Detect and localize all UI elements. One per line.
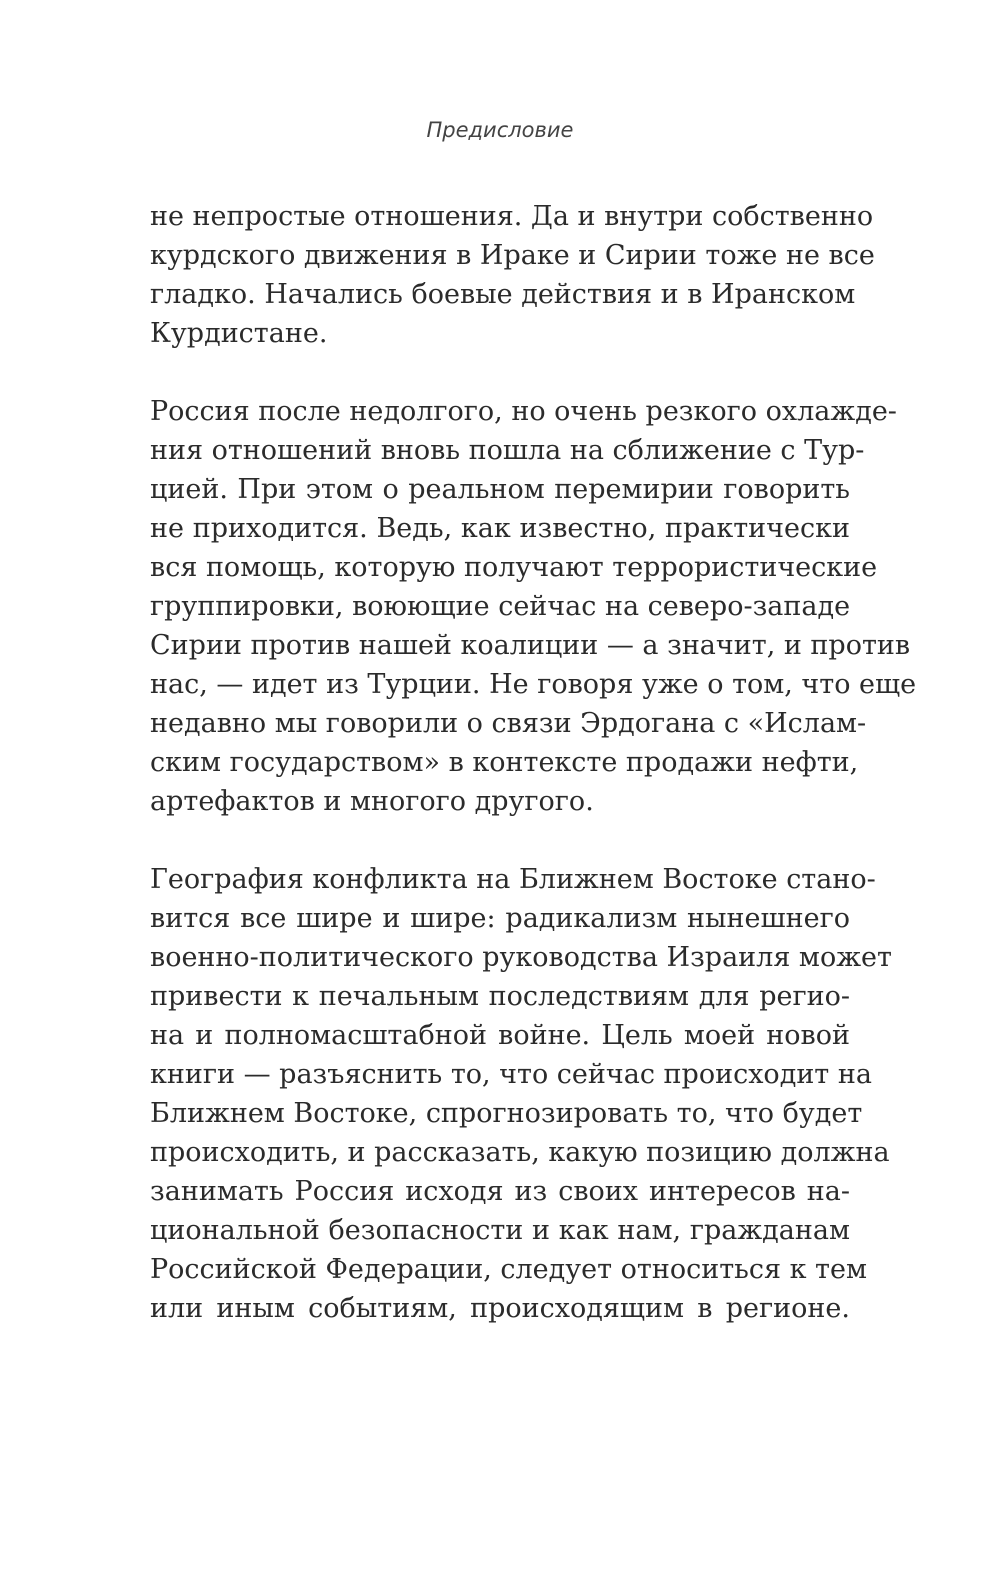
text-line: вся помощь, которую получают террористические [150,552,878,583]
text-line: группировки, воюющие сейчас на северо-западе [150,591,851,622]
text-line: на и полномасштабной войне. Цель моей новой [150,1020,850,1051]
text-line: Ближнем Востоке, спрогнозировать то, что будет [150,1098,863,1129]
text-line: книги — разъяснить то, что сейчас происходит на [150,1059,872,1090]
text-line: циональной безопасности и как нам, гражданам [150,1215,850,1246]
text-line: не приходится. Ведь, как известно, практически [150,513,850,544]
paragraph-1 [150,197,875,353]
text-line: недавно мы говорили о связи Эрдогана с «Ислам- [150,708,867,739]
text-line: или иным событиям, происходящим в регионе. [150,1293,850,1324]
text-line: артефактов и многого другого. [150,786,594,817]
text-line: военно-политического руководства Израиля может [150,942,892,973]
text-line: цией. При этом о реальном перемирии говорить [150,474,850,505]
text-line: курдского движения в Ираке и Сирии тоже не все [150,240,875,271]
text-line: ния отношений вновь пошла на сближение с Тур- [150,435,865,466]
text-line: нас, — идет из Турции. Не говоря уже о том, что еще [150,669,917,700]
running-header: Предисловие [426,118,574,142]
text-line: Россия после недолгого, но очень резкого охлажде- [150,396,897,427]
text-line: Курдистане. [150,318,328,349]
text-line: вится все шире и шире: радикализм нынешнего [150,903,850,934]
text-line: Российской Федерации, следует относиться к тем [150,1254,867,1285]
text-line: ским государством» в контексте продажи нефти, [150,747,859,778]
body-text [150,197,917,1328]
text-line: гладко. Начались боевые действия и в Иранском [150,279,856,310]
text-line: не непростые отношения. Да и внутри собственно [150,201,874,232]
text-line: Сирии против нашей коалиции — а значит, и против [150,630,911,661]
paragraph-3 [150,860,892,1328]
text-line: происходить, и рассказать, какую позицию должна [150,1137,890,1168]
text-line: занимать Россия исходя из своих интересов на- [150,1176,850,1207]
text-line: привести к печальным последствиям для регио- [150,981,850,1012]
text-line: География конфликта на Ближнем Востоке стано- [150,864,876,895]
paragraph-2 [150,392,917,821]
